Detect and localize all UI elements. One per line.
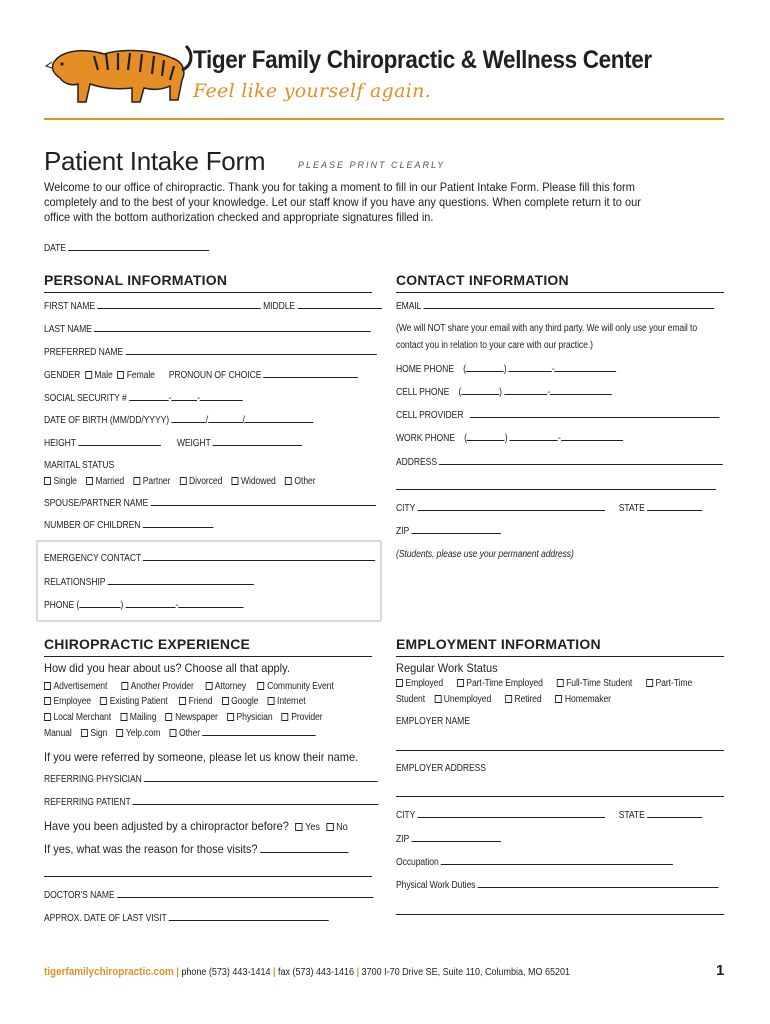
part-time-label: Part-Time [655,678,693,689]
logo-tiger [44,40,194,110]
student-label: Student [396,694,426,705]
employer-name-label: EMPLOYER NAME [396,716,470,727]
state-field[interactable] [647,502,702,511]
footer-sep-1: | [176,967,179,978]
gender-label: GENDER [44,370,81,381]
footer [44,966,570,978]
emergency-phone-field[interactable]: PHONE ( ) - [44,599,244,611]
married-label: Married [95,476,125,487]
home-phone-field[interactable]: HOME PHONE ( ) - [396,363,617,375]
city-state-row [396,502,702,514]
another-provider-checkbox[interactable] [121,682,128,690]
cell-provider-label: CELL PROVIDER [396,410,464,421]
hear-row-2 [44,696,306,707]
google-label: Google [231,696,259,707]
homemaker-label: Homemaker [564,694,611,705]
intro-line-2: completely and to the best of your knowledge. Let our staff know if you have any questions. When complete return it to our [44,195,641,209]
cell-phone-field[interactable]: CELL PHONE ( ) - [396,386,612,398]
yelp-checkbox[interactable] [116,729,123,737]
adjusted-no-label: No [336,822,348,833]
contact-divider [396,292,724,293]
preferred-name-label: PREFERRED NAME [44,347,124,358]
employer-city-label: CITY [396,810,416,821]
reason-line-2[interactable] [44,876,372,877]
manual-label: Manual [44,728,72,739]
intro-line-1: Welcome to our office of chiropractic. Thank you for taking a moment to fill in our Patient Intake Form. Please fill this form [44,180,635,194]
dob-field[interactable]: DATE OF BIRTH (MM/DD/YYYY) / / [44,414,314,426]
provider-checkbox[interactable] [282,713,289,721]
occupation-field[interactable] [396,856,673,868]
last-name-field[interactable] [44,323,371,335]
reason-field[interactable] [261,844,349,853]
clinic-title: Tiger Family Chiropractic & Wellness Center [193,46,652,74]
employed-checkbox[interactable] [396,679,403,687]
employer-zip-field[interactable] [396,833,501,845]
form-title: Patient Intake Form [44,146,266,176]
work-status-label: Regular Work Status [396,661,498,675]
local-merchant-label: Local Merchant [53,712,112,723]
work-phone-field[interactable]: WORK PHONE ( ) - [396,432,623,444]
single-checkbox[interactable] [44,477,51,485]
newspaper-checkbox[interactable] [166,713,173,721]
children-field[interactable] [44,519,213,531]
divorced-label: Divorced [189,476,223,487]
relationship-label: RELATIONSHIP [44,577,106,588]
advertisement-checkbox[interactable] [44,682,51,690]
home-phone-label: HOME PHONE [396,364,454,375]
footer-address: 3700 I-70 Drive SE, Suite 110, Columbia, MO 65201 [361,967,571,978]
community-event-label: Community Event [267,681,334,692]
intro-line-3: office with the bottom authorization checked and appropriate signatures filled in. [44,210,434,224]
header-divider [44,118,724,120]
partner-checkbox[interactable] [133,477,140,485]
adjusted-question: Have you been adjusted by a chiropractor before? [44,819,289,833]
adjusted-yes-label: Yes [305,822,320,833]
last-visit-label: APPROX. DATE OF LAST VISIT [44,913,167,924]
weight-field[interactable] [213,437,302,446]
students-note: (Students, please use your permanent address) [396,549,574,560]
male-checkbox[interactable] [85,371,92,379]
height-weight-row [44,437,302,449]
community-event-checkbox[interactable] [258,682,265,690]
state-label: STATE [618,503,645,514]
yelp-label: Yelp.com [125,728,161,739]
page-number: 1 [716,962,725,979]
friend-label: Friend [188,696,213,707]
employer-name-field[interactable] [396,750,724,751]
advertisement-label: Advertisement [53,681,108,692]
part-time-student-checkbox[interactable] [646,679,653,687]
employer-state-label: STATE [618,810,645,821]
employer-state-field[interactable] [647,809,702,818]
spouse-field[interactable] [44,497,376,509]
zip-label: ZIP [396,526,409,537]
email-note-1: (We will NOT share your email with any third party. We will only use your email to [396,323,698,334]
zip-field[interactable] [396,525,501,537]
chiro-heading: CHIROPRACTIC EXPERIENCE [44,636,251,652]
hear-row-1 [44,681,334,692]
address-label: ADDRESS [396,457,437,468]
email-note-2: contact you in relation to your care with our practice.) [396,340,593,351]
city-field[interactable] [417,502,604,511]
sign-label: Sign [90,728,108,739]
date-field[interactable] [44,242,209,254]
referring-physician-label: REFERRING PHYSICIAN [44,774,142,785]
last-visit-field[interactable] [44,912,329,924]
other-source-field[interactable] [202,727,316,736]
other-source-label: Other [178,728,201,739]
footer-sep-3: | [356,967,360,978]
first-name-field[interactable] [44,300,382,312]
adjusted-row [44,819,348,833]
hear-about-question: How did you hear about us? Choose all that apply. [44,661,290,675]
local-merchant-checkbox[interactable] [44,713,51,721]
full-time-student-checkbox[interactable] [557,679,564,687]
employment-divider [396,656,724,657]
reason-row [44,842,349,856]
email-label: EMAIL [396,301,422,312]
footer-phone: phone (573) 443-1414 [181,967,271,978]
hear-row-4 [44,727,316,739]
unemployed-label: Unemployed [443,694,492,705]
retired-label: Retired [514,694,542,705]
referring-patient-label: REFERRING PATIENT [44,797,131,808]
ssn-label: SOCIAL SECURITY # [44,393,127,404]
homemaker-checkbox[interactable] [555,695,562,703]
employee-checkbox[interactable] [44,697,51,705]
cell-phone-label: CELL PHONE [396,387,450,398]
work-phone-label: WORK PHONE [396,433,455,444]
first-name-label: FIRST NAME [44,301,96,312]
referred-question: If you were referred by someone, please let us know their name. [44,750,359,764]
adjusted-no-checkbox[interactable] [326,823,333,831]
existing-patient-checkbox[interactable] [100,697,107,705]
partner-label: Partner [142,476,171,487]
address-line-2[interactable] [396,489,716,490]
attorney-label: Attorney [214,681,247,692]
date-label: DATE [44,243,66,254]
friend-checkbox[interactable] [179,697,186,705]
employer-city-state-row [396,809,702,821]
existing-patient-label: Existing Patient [109,696,168,707]
mailing-label: Mailing [129,712,157,723]
employer-address-label: EMPLOYER ADDRESS [396,763,486,774]
female-label: Female [126,370,155,381]
internet-label: Internet [277,696,306,707]
sign-checkbox[interactable] [81,729,88,737]
part-time-employed-label: Part-Time Employed [466,678,543,689]
preferred-name-field[interactable] [44,346,377,358]
footer-website[interactable]: tigerfamilychiropractic.com [44,966,174,978]
male-label: Male [94,370,113,381]
employer-address-field[interactable] [396,796,724,797]
spouse-label: SPOUSE/PARTNER NAME [44,498,149,509]
retired-checkbox[interactable] [505,695,512,703]
last-name-label: LAST NAME [44,324,92,335]
personal-heading: PERSONAL INFORMATION [44,272,228,288]
tagline: Feel like yourself again. [193,80,432,102]
doctors-name-label: DOCTOR'S NAME [44,890,115,901]
part-time-employed-checkbox[interactable] [457,679,464,687]
internet-checkbox[interactable] [268,697,275,705]
footer-sep-2: | [272,967,276,978]
unemployed-checkbox[interactable] [434,695,441,703]
employment-heading: EMPLOYMENT INFORMATION [396,636,601,652]
relationship-field[interactable] [44,576,254,588]
attorney-checkbox[interactable] [205,682,212,690]
employed-label: Employed [405,678,444,689]
work-status-row-2 [396,694,611,705]
weight-label: WEIGHT [176,438,211,449]
physician-label: Physician [236,712,273,723]
doctors-name-field[interactable] [44,889,373,901]
employer-zip-label: ZIP [396,834,409,845]
cell-provider-field[interactable] [396,409,720,421]
physical-duties-label: Physical Work Duties [396,880,476,891]
single-label: Single [53,476,77,487]
google-checkbox[interactable] [222,697,229,705]
other-label: Other [294,476,316,487]
emergency-phone-label: PHONE ( [44,600,80,611]
physician-checkbox[interactable] [227,713,234,721]
pronoun-label: PRONOUN OF CHOICE [168,370,262,381]
form-subtitle: PLEASE PRINT CLEARLY [298,160,446,170]
dob-label: DATE OF BIRTH (MM/DD/YYYY) [44,415,170,426]
widowed-label: Widowed [240,476,276,487]
work-status-row-1 [396,678,692,689]
female-checkbox[interactable] [117,371,124,379]
occupation-label: Occupation [396,857,439,868]
gender-row [44,369,358,381]
physical-duties-field[interactable] [396,879,718,891]
referring-physician-field[interactable] [44,773,378,785]
other-checkbox[interactable] [285,477,292,485]
pronoun-field[interactable] [264,369,359,378]
emergency-contact-label: EMERGENCY CONTACT [44,553,141,564]
married-checkbox[interactable] [86,477,93,485]
personal-divider [44,292,372,293]
full-time-student-label: Full-Time Student [566,678,633,689]
city-label: CITY [396,503,416,514]
hear-row-3 [44,712,323,723]
mailing-checkbox[interactable] [120,713,127,721]
employee-label: Employee [53,696,92,707]
marital-options [44,476,316,487]
another-provider-label: Another Provider [130,681,194,692]
employer-city-field[interactable] [417,809,604,818]
other-source-checkbox[interactable] [170,729,177,737]
divorced-checkbox[interactable] [180,477,187,485]
emergency-contact-field[interactable] [44,552,375,564]
footer-fax: fax (573) 443-1416 [278,967,355,978]
address-field[interactable] [396,456,723,468]
middle-label: MIDDLE [263,301,296,312]
ssn-field[interactable]: SOCIAL SECURITY # - - [44,392,243,404]
email-field[interactable] [396,300,714,312]
referring-patient-field[interactable] [44,796,379,808]
marital-status-label: MARITAL STATUS [44,460,115,471]
provider-label: Provider [291,712,323,723]
contact-heading: CONTACT INFORMATION [396,272,569,288]
height-field[interactable] [78,437,161,446]
adjusted-yes-checkbox[interactable] [295,823,302,831]
newspaper-label: Newspaper [175,712,218,723]
children-label: NUMBER OF CHILDREN [44,520,141,531]
physical-duties-line-2[interactable] [396,914,724,915]
height-label: HEIGHT [44,438,76,449]
reason-question: If yes, what was the reason for those visits? [44,842,258,856]
chiro-divider [44,656,372,657]
widowed-checkbox[interactable] [232,477,239,485]
